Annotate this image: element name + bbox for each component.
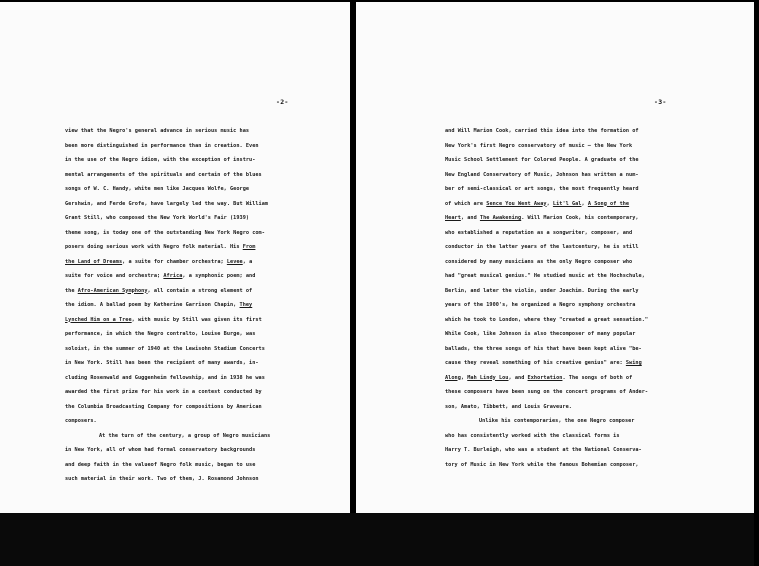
text-segment: , a symphonic poem; and: [182, 273, 256, 279]
text-line: [65, 342, 327, 357]
text-line: [65, 313, 327, 328]
text-line: [65, 182, 327, 197]
text-segment: . The songs of both of: [562, 374, 633, 381]
text-segment: composers.: [65, 418, 97, 424]
text-segment: and deep faith in the valueof Negro folk music, began to use: [65, 461, 256, 468]
text-line: [65, 124, 327, 139]
text-line: [445, 458, 715, 473]
text-line: [445, 414, 715, 429]
text-segment: had "great musical genius." He studied music at the Hochschule,: [445, 273, 645, 279]
text-line: [65, 327, 327, 342]
text-segment: view that the Negro's general advance in serious music has: [65, 128, 250, 134]
text-segment: cause they reveal something of his creative genius" are:: [445, 360, 626, 366]
text-segment: been more distinguished in performance than in creation. Even: [65, 142, 259, 149]
underlined-title: Afro-American Symphony: [77, 287, 148, 294]
text-line: [65, 429, 327, 444]
text-line: [65, 139, 327, 154]
text-segment: ballads, the three songs of his that have been kept alive "be-: [445, 345, 642, 352]
text-segment: , all contain a strong element of: [147, 287, 253, 294]
text-segment: , and: [508, 374, 528, 381]
text-line: [445, 443, 715, 458]
text-segment: awarded the first prize for his work in a contest conducted by: [65, 389, 262, 395]
text-line: [445, 371, 715, 386]
text-line: [65, 356, 327, 371]
underlined-title: Africa: [163, 273, 183, 279]
text-line: [65, 371, 327, 386]
text-segment: and Will Marion Cook, carried this idea into the formation of: [445, 128, 639, 134]
text-line: [445, 182, 715, 197]
text-segment: cluding Rosenwald and Guggenheim fellowship, and in 1938 he was: [65, 374, 265, 381]
text-line: [445, 139, 715, 154]
underlined-title: Swing: [625, 360, 642, 366]
text-segment: Music School Settlement for Colored People. A graduate of the: [445, 157, 639, 163]
text-segment: Unlike his contemporaries, the one Negro composer: [479, 418, 635, 424]
text-line: [65, 226, 327, 241]
text-segment: conductor in the latter years of the lastcentury, he is still: [445, 244, 639, 250]
left-page-number: -2-: [276, 98, 289, 106]
text-segment: the: [65, 287, 78, 294]
text-segment: New York's first Negro conservatory of music — the New York: [445, 142, 633, 149]
text-line: [65, 153, 327, 168]
underlined-title: From: [242, 244, 256, 250]
text-segment: ,: [581, 200, 588, 207]
text-segment: . Will Marion Cook, his contemporary,: [521, 215, 639, 221]
text-segment: soloist, in the summer of 1940 at the Lewisohn Stadium Concerts: [65, 345, 265, 352]
underlined-title: Levee: [226, 258, 243, 265]
text-segment: theme song, is today one of the outstanding New York Negro com-: [65, 229, 265, 236]
text-line: [445, 168, 715, 183]
text-segment: which he took to London, where they "created a great sensation.": [445, 316, 649, 323]
text-segment: New England Conservatory of Music, Johnson has written a num-: [445, 171, 639, 178]
underlined-title: They: [239, 302, 253, 308]
text-segment: suite for voice and orchestra;: [65, 273, 164, 279]
text-line: [65, 284, 327, 299]
text-line: [445, 197, 715, 212]
text-segment: of which are: [445, 200, 487, 207]
text-segment: ,: [460, 374, 468, 381]
text-segment: Harry T. Burleigh, who was a student at the National Conserva-: [445, 447, 642, 453]
text-segment: son, Amato, Tibbett, and Louis Graveure.: [445, 403, 572, 410]
text-segment: the idiom. A ballad poem by Katherine Garrison Chapin,: [65, 302, 240, 308]
text-line: [445, 298, 715, 313]
text-line: [65, 472, 327, 487]
text-line: [65, 168, 327, 183]
underlined-title: the Land of Dreams: [65, 258, 123, 265]
text-line: [445, 240, 715, 255]
text-line: [445, 385, 715, 400]
scanner-margin: [0, 513, 754, 566]
underlined-title: Heart: [445, 215, 461, 221]
text-line: [65, 255, 327, 270]
underlined-title: The Awakening: [479, 215, 522, 221]
text-segment: Gershwin, and Ferde Grofe, have largely led the way. But William: [65, 200, 269, 207]
text-segment: in New York. Still has been the recipient of many awards, in-: [65, 360, 259, 366]
text-line: [65, 269, 327, 284]
text-segment: ber of semi-classical or art songs, the most frequently heard: [445, 186, 639, 192]
text-segment: mental arrangements of the spirituals and certain of the blues: [65, 171, 262, 178]
text-line: [445, 284, 715, 299]
text-segment: the Columbia Broadcasting Company for compositions by American: [65, 403, 262, 410]
text-line: [65, 197, 327, 212]
left-page-text: [65, 124, 327, 487]
text-segment: While Cook, like Johnson is also thecomposer of many popular: [445, 331, 636, 337]
text-line: [445, 226, 715, 241]
text-line: [65, 385, 327, 400]
text-line: [65, 458, 327, 473]
text-line: [445, 429, 715, 444]
text-line: [445, 400, 715, 415]
text-segment: considered by many musicians as the only Negro composer who: [445, 258, 633, 265]
right-page-text: [445, 124, 715, 472]
text-line: [445, 124, 715, 139]
text-segment: who established a reputation as a songwriter, composer, and: [445, 229, 633, 236]
text-line: [445, 327, 715, 342]
text-segment: , a suite for chamber orchestra;: [122, 258, 227, 265]
text-segment: in New York, all of whom had formal conservatory backgrounds: [65, 447, 256, 453]
text-segment: such material in their work. Two of them, J. Rosamond Johnson: [65, 476, 259, 482]
text-segment: , and: [460, 215, 480, 221]
text-segment: Grant Still, who composed the New York World's Fair (1939): [65, 215, 250, 221]
text-segment: performance, in which the Negro contralto, Louise Burge, was: [65, 331, 256, 337]
text-segment: ,: [546, 200, 553, 207]
text-line: [65, 298, 327, 313]
underlined-title: Mah Lindy Lou: [467, 374, 509, 381]
text-line: [65, 240, 327, 255]
text-segment: these composers have been sung on the concert programs of Ander-: [445, 389, 649, 395]
text-segment: , a: [242, 258, 253, 265]
text-line: [445, 153, 715, 168]
text-line: [65, 443, 327, 458]
underlined-title: Along: [445, 374, 461, 381]
text-line: [65, 211, 327, 226]
text-segment: in the use of the Negro idiom, with the exception of instru-: [65, 157, 256, 163]
text-segment: , with music by Still was given its first: [131, 316, 262, 323]
text-segment: Berlin, and later the violin, under Joachim. During the early: [445, 287, 639, 294]
text-segment: tory of Music in New York while the famous Bohemian composer,: [445, 461, 639, 468]
right-page-number: -3-: [654, 98, 667, 106]
text-line: [65, 400, 327, 415]
underlined-title: Lit'l Gal: [552, 200, 582, 207]
underlined-title: A Song of the: [587, 200, 630, 207]
text-segment: who has consistently worked with the classical forms is: [445, 432, 620, 439]
text-segment: songs of W. C. Handy, white men like Jacques Wolfe, George: [65, 186, 250, 192]
text-line: [445, 342, 715, 357]
underlined-title: Exhortation: [527, 374, 563, 381]
text-line: [445, 269, 715, 284]
text-segment: At the turn of the century, a group of Negro musicians: [99, 432, 271, 439]
text-segment: years of the 1900's, he organized a Negro symphony orchestra: [445, 302, 636, 308]
text-line: [445, 313, 715, 328]
text-line: [445, 211, 715, 226]
text-line: [445, 255, 715, 270]
text-segment: posers doing serious work with Negro folk material. His: [65, 244, 243, 250]
underlined-title: Sence You Went Away: [486, 200, 547, 207]
underlined-title: Lynched Him on a Tree: [65, 316, 132, 323]
text-line: [445, 356, 715, 371]
text-line: [65, 414, 327, 429]
